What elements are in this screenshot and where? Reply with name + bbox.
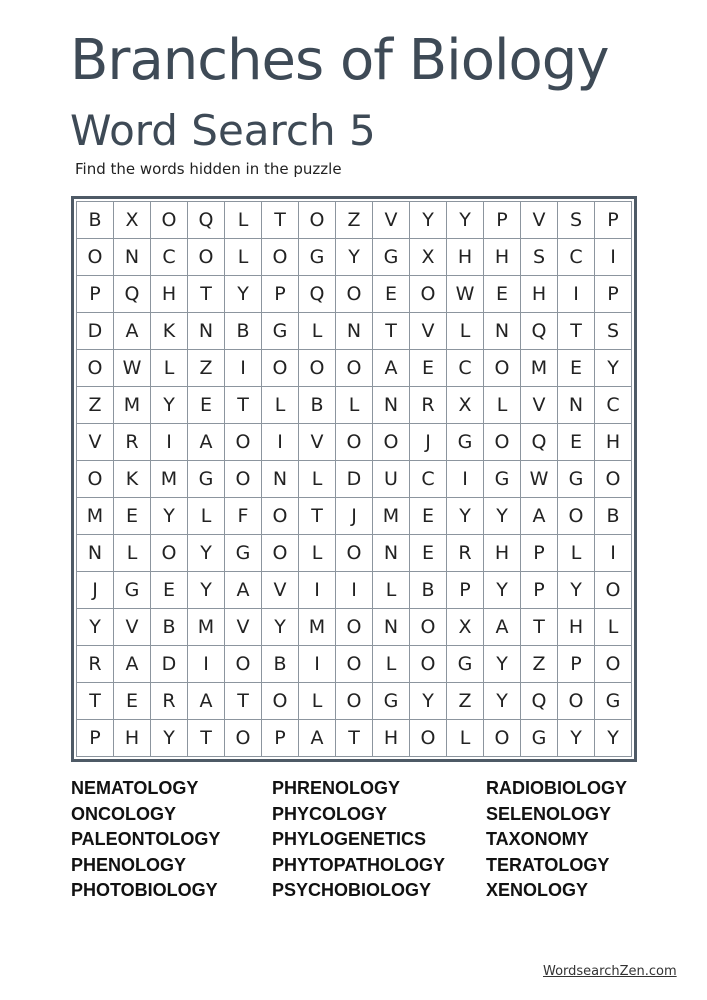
grid-cell[interactable]: P <box>595 276 632 313</box>
grid-cell[interactable]: Q <box>521 424 558 461</box>
grid-cell[interactable]: W <box>114 350 151 387</box>
grid-cell[interactable]: O <box>336 350 373 387</box>
grid-cell[interactable]: I <box>188 646 225 683</box>
grid-cell[interactable]: N <box>373 535 410 572</box>
grid-cell[interactable]: A <box>188 683 225 720</box>
grid-cell[interactable]: E <box>410 350 447 387</box>
grid-cell[interactable]: E <box>410 535 447 572</box>
grid-cell[interactable]: H <box>151 276 188 313</box>
grid-cell[interactable]: Y <box>558 572 595 609</box>
grid-cell[interactable]: G <box>299 239 336 276</box>
word-list-column-2 <box>272 776 445 904</box>
grid-cell[interactable]: N <box>484 313 521 350</box>
grid-cell[interactable]: E <box>410 498 447 535</box>
grid-cell[interactable]: K <box>114 461 151 498</box>
grid-cell[interactable]: Y <box>410 202 447 239</box>
grid-cell[interactable]: T <box>373 313 410 350</box>
grid-cell[interactable]: C <box>151 239 188 276</box>
word-list-item: PHYLOGENETICS <box>272 829 427 849</box>
grid-cell[interactable]: A <box>521 498 558 535</box>
grid-cell[interactable]: L <box>299 535 336 572</box>
grid-cell[interactable]: Y <box>151 387 188 424</box>
grid-cell[interactable]: S <box>558 202 595 239</box>
word-list-item: TERATOLOGY <box>486 854 610 875</box>
grid-cell[interactable]: A <box>373 350 410 387</box>
grid-cell[interactable]: D <box>77 313 114 350</box>
grid-cell[interactable]: S <box>595 313 632 350</box>
grid-cell[interactable]: O <box>558 683 595 720</box>
grid-cell[interactable]: O <box>77 350 114 387</box>
grid-cell[interactable]: G <box>225 535 262 572</box>
grid-cell[interactable]: O <box>410 720 447 757</box>
grid-cell[interactable]: E <box>484 276 521 313</box>
grid-cell[interactable]: H <box>373 720 410 757</box>
word-list-item: PHYCOLOGY <box>272 803 388 824</box>
grid-cell[interactable]: M <box>373 498 410 535</box>
grid-cell[interactable]: I <box>595 535 632 572</box>
grid-cell[interactable]: V <box>225 609 262 646</box>
grid-cell[interactable]: O <box>373 424 410 461</box>
grid-cell[interactable]: O <box>262 535 299 572</box>
grid-cell[interactable]: L <box>447 720 484 757</box>
grid-cell[interactable]: B <box>595 498 632 535</box>
grid-cell[interactable]: D <box>336 461 373 498</box>
grid-cell[interactable]: U <box>373 461 410 498</box>
grid-cell[interactable]: Y <box>484 683 521 720</box>
grid-cell[interactable]: E <box>114 683 151 720</box>
grid-cell[interactable]: G <box>521 720 558 757</box>
word-list-item: SELENOLOGY <box>486 803 612 824</box>
grid-cell[interactable]: N <box>373 387 410 424</box>
grid-cell[interactable]: Y <box>336 239 373 276</box>
grid-cell[interactable]: B <box>299 387 336 424</box>
grid-cell[interactable]: B <box>151 609 188 646</box>
grid-cell[interactable]: O <box>336 276 373 313</box>
grid-cell[interactable]: T <box>77 683 114 720</box>
grid-cell[interactable]: Y <box>484 572 521 609</box>
word-list-item: PHENOLOGY <box>71 854 187 875</box>
grid-cell[interactable]: P <box>262 276 299 313</box>
grid-cell[interactable]: Y <box>262 609 299 646</box>
grid-cell[interactable]: O <box>225 424 262 461</box>
grid-cell[interactable]: N <box>114 239 151 276</box>
grid-cell[interactable]: O <box>595 572 632 609</box>
grid-cell[interactable]: L <box>595 609 632 646</box>
grid-cell[interactable]: B <box>262 646 299 683</box>
grid-cell[interactable]: G <box>558 461 595 498</box>
grid-cell[interactable]: L <box>484 387 521 424</box>
grid-cell[interactable]: P <box>77 720 114 757</box>
grid-cell[interactable]: O <box>558 498 595 535</box>
grid-cell[interactable]: N <box>558 387 595 424</box>
grid-cell[interactable]: O <box>262 239 299 276</box>
grid-cell[interactable]: O <box>336 424 373 461</box>
grid-cell[interactable]: O <box>410 646 447 683</box>
grid-cell[interactable]: N <box>77 535 114 572</box>
grid-cell[interactable]: Y <box>595 720 632 757</box>
grid-cell[interactable]: B <box>410 572 447 609</box>
grid-cell[interactable]: A <box>114 313 151 350</box>
grid-cell[interactable]: R <box>447 535 484 572</box>
grid-cell[interactable]: V <box>373 202 410 239</box>
grid-cell[interactable]: Y <box>188 535 225 572</box>
grid-cell[interactable]: T <box>262 202 299 239</box>
grid-cell[interactable]: P <box>595 202 632 239</box>
grid-cell[interactable]: E <box>151 572 188 609</box>
grid-cell[interactable]: I <box>336 572 373 609</box>
grid-cell[interactable]: K <box>151 313 188 350</box>
grid-cell[interactable]: M <box>114 387 151 424</box>
grid-cell[interactable]: H <box>484 239 521 276</box>
grid-cell[interactable]: O <box>77 239 114 276</box>
grid-cell[interactable]: W <box>447 276 484 313</box>
grid-cell[interactable]: L <box>114 535 151 572</box>
grid-cell[interactable]: T <box>299 498 336 535</box>
grid-cell[interactable]: Y <box>484 646 521 683</box>
word-list-column-3 <box>486 776 627 904</box>
grid-cell[interactable]: N <box>336 313 373 350</box>
grid-cell[interactable]: X <box>114 202 151 239</box>
grid-cell[interactable]: G <box>262 313 299 350</box>
grid-cell[interactable]: Q <box>299 276 336 313</box>
grid-cell[interactable]: Y <box>558 720 595 757</box>
grid-cell[interactable]: V <box>410 313 447 350</box>
puzzle-frame <box>71 196 637 762</box>
grid-cell[interactable]: A <box>114 646 151 683</box>
grid-cell[interactable]: T <box>188 720 225 757</box>
grid-cell[interactable]: L <box>151 350 188 387</box>
grid-cell[interactable]: Y <box>151 720 188 757</box>
grid-cell[interactable]: G <box>373 683 410 720</box>
grid-cell[interactable]: O <box>77 461 114 498</box>
grid-cell[interactable]: V <box>77 424 114 461</box>
grid-cell[interactable]: Y <box>225 276 262 313</box>
word-list-item: ONCOLOGY <box>71 803 177 824</box>
grid-cell[interactable]: O <box>151 202 188 239</box>
grid-cell[interactable]: L <box>188 498 225 535</box>
grid-cell[interactable]: Z <box>336 202 373 239</box>
grid-cell[interactable]: O <box>484 350 521 387</box>
grid-cell[interactable]: B <box>77 202 114 239</box>
grid-cell[interactable]: L <box>336 387 373 424</box>
word-list-item: PALEONTOLOGY <box>71 829 221 849</box>
grid-cell[interactable]: T <box>558 313 595 350</box>
grid-cell[interactable]: A <box>484 609 521 646</box>
grid-cell[interactable]: O <box>336 609 373 646</box>
grid-cell[interactable]: O <box>410 609 447 646</box>
word-list-item: PHRENOLOGY <box>272 778 401 798</box>
grid-cell[interactable]: O <box>188 239 225 276</box>
word-list-item: PSYCHOBIOLOGY <box>272 880 432 900</box>
grid-cell[interactable]: H <box>558 609 595 646</box>
grid-cell[interactable]: A <box>299 720 336 757</box>
grid-cell[interactable]: O <box>262 683 299 720</box>
grid-cell[interactable]: E <box>558 350 595 387</box>
grid-cell[interactable]: N <box>262 461 299 498</box>
grid-cell[interactable]: J <box>77 572 114 609</box>
grid-cell[interactable]: Y <box>484 498 521 535</box>
word-list-column-1 <box>71 776 220 904</box>
grid-cell[interactable]: H <box>447 239 484 276</box>
grid-cell[interactable]: N <box>188 313 225 350</box>
grid-cell[interactable]: O <box>484 424 521 461</box>
instructions: Find the words hidden in the puzzle <box>75 160 342 178</box>
grid-cell[interactable]: I <box>558 276 595 313</box>
grid-cell[interactable]: G <box>188 461 225 498</box>
grid-cell[interactable]: O <box>595 646 632 683</box>
grid-cell[interactable]: O <box>595 461 632 498</box>
grid-cell[interactable]: D <box>151 646 188 683</box>
grid-cell[interactable]: E <box>558 424 595 461</box>
word-list-item: RADIOBIOLOGY <box>486 778 628 798</box>
grid-cell[interactable]: O <box>484 720 521 757</box>
grid-cell[interactable]: L <box>225 239 262 276</box>
grid-cell[interactable]: E <box>373 276 410 313</box>
grid-cell[interactable]: I <box>447 461 484 498</box>
grid-cell[interactable]: C <box>410 461 447 498</box>
grid-cell[interactable]: P <box>77 276 114 313</box>
grid-cell[interactable]: H <box>521 276 558 313</box>
grid-cell[interactable]: W <box>521 461 558 498</box>
grid-cell[interactable]: X <box>447 387 484 424</box>
grid-cell[interactable]: G <box>595 683 632 720</box>
page-title: Branches of Biology <box>70 28 609 93</box>
grid-cell[interactable]: A <box>188 424 225 461</box>
word-list-item: PHOTOBIOLOGY <box>71 880 218 900</box>
grid-cell[interactable]: T <box>225 387 262 424</box>
grid-cell[interactable]: L <box>447 313 484 350</box>
grid-cell[interactable]: X <box>447 609 484 646</box>
grid-cell[interactable]: N <box>373 609 410 646</box>
grid-cell[interactable]: Y <box>410 683 447 720</box>
grid-cell[interactable]: G <box>114 572 151 609</box>
grid-cell[interactable]: F <box>225 498 262 535</box>
grid-cell[interactable]: O <box>225 461 262 498</box>
grid-cell[interactable]: H <box>114 720 151 757</box>
grid-cell[interactable]: L <box>299 313 336 350</box>
grid-cell[interactable]: H <box>484 535 521 572</box>
grid-cell[interactable]: C <box>447 350 484 387</box>
grid-cell[interactable]: O <box>151 535 188 572</box>
grid-cell[interactable]: O <box>410 276 447 313</box>
grid-cell[interactable]: Y <box>151 498 188 535</box>
word-list-item: XENOLOGY <box>486 880 589 900</box>
grid-cell[interactable]: I <box>262 424 299 461</box>
grid-cell[interactable]: Z <box>521 646 558 683</box>
grid-cell[interactable]: R <box>151 683 188 720</box>
grid-cell[interactable]: G <box>447 424 484 461</box>
grid-cell[interactable]: O <box>262 350 299 387</box>
grid-cell[interactable]: T <box>521 609 558 646</box>
grid-cell[interactable]: P <box>521 535 558 572</box>
grid-cell[interactable]: R <box>77 646 114 683</box>
grid-cell[interactable]: S <box>521 239 558 276</box>
grid-cell[interactable]: Z <box>77 387 114 424</box>
puzzle-grid <box>76 201 632 757</box>
grid-cell[interactable]: Q <box>114 276 151 313</box>
grid-cell[interactable]: O <box>225 646 262 683</box>
grid-cell[interactable]: I <box>225 350 262 387</box>
grid-cell[interactable]: V <box>521 202 558 239</box>
grid-cell[interactable]: L <box>299 461 336 498</box>
grid-cell[interactable]: Q <box>521 313 558 350</box>
grid-cell[interactable]: J <box>336 498 373 535</box>
grid-cell[interactable]: B <box>225 313 262 350</box>
grid-cell[interactable]: J <box>410 424 447 461</box>
grid-cell[interactable]: C <box>595 387 632 424</box>
grid-cell[interactable]: V <box>114 609 151 646</box>
grid-cell[interactable]: G <box>447 646 484 683</box>
grid-cell[interactable]: T <box>225 683 262 720</box>
grid-cell[interactable]: Z <box>188 350 225 387</box>
grid-cell[interactable]: P <box>447 572 484 609</box>
grid-cell[interactable]: M <box>188 609 225 646</box>
grid-cell[interactable]: I <box>595 239 632 276</box>
grid-cell[interactable]: V <box>262 572 299 609</box>
grid-cell[interactable]: P <box>262 720 299 757</box>
word-list-item: TAXONOMY <box>486 829 589 849</box>
grid-cell[interactable]: R <box>410 387 447 424</box>
grid-cell[interactable]: M <box>521 350 558 387</box>
grid-cell[interactable]: Q <box>188 202 225 239</box>
grid-cell[interactable]: I <box>299 646 336 683</box>
grid-cell[interactable]: M <box>77 498 114 535</box>
grid-cell[interactable]: O <box>299 202 336 239</box>
grid-cell[interactable]: L <box>373 646 410 683</box>
grid-cell[interactable]: L <box>373 572 410 609</box>
grid-cell[interactable]: I <box>151 424 188 461</box>
grid-cell[interactable]: R <box>114 424 151 461</box>
word-list-item: PHYTOPATHOLOGY <box>272 854 446 875</box>
grid-cell[interactable]: H <box>595 424 632 461</box>
grid-cell[interactable]: O <box>262 498 299 535</box>
grid-cell[interactable]: Y <box>447 498 484 535</box>
grid-cell[interactable]: L <box>299 683 336 720</box>
grid-cell[interactable]: O <box>336 683 373 720</box>
grid-cell[interactable]: I <box>299 572 336 609</box>
grid-cell[interactable]: L <box>558 535 595 572</box>
grid-cell[interactable]: V <box>521 387 558 424</box>
word-list-item: NEMATOLOGY <box>71 778 199 798</box>
grid-cell[interactable]: C <box>558 239 595 276</box>
grid-cell[interactable]: L <box>225 202 262 239</box>
site-link[interactable]: WordsearchZen.com <box>543 964 677 979</box>
grid-cell[interactable]: M <box>151 461 188 498</box>
grid-cell[interactable]: G <box>484 461 521 498</box>
grid-cell[interactable]: O <box>336 535 373 572</box>
grid-cell[interactable]: P <box>484 202 521 239</box>
page-subtitle: Word Search 5 <box>70 106 376 155</box>
grid-cell[interactable]: Y <box>447 202 484 239</box>
grid-cell[interactable]: X <box>410 239 447 276</box>
grid-cell[interactable]: T <box>188 276 225 313</box>
grid-cell[interactable]: Z <box>447 683 484 720</box>
grid-cell[interactable]: P <box>558 646 595 683</box>
grid-cell[interactable]: Y <box>188 572 225 609</box>
grid-cell[interactable]: E <box>114 498 151 535</box>
grid-cell[interactable]: T <box>336 720 373 757</box>
grid-cell[interactable]: E <box>188 387 225 424</box>
grid-cell[interactable]: Y <box>77 609 114 646</box>
grid-cell[interactable]: V <box>299 424 336 461</box>
grid-cell[interactable]: L <box>262 387 299 424</box>
grid-cell[interactable]: O <box>225 720 262 757</box>
grid-cell[interactable]: O <box>336 646 373 683</box>
grid-cell[interactable]: M <box>299 609 336 646</box>
grid-cell[interactable]: Q <box>521 683 558 720</box>
grid-cell[interactable]: P <box>521 572 558 609</box>
grid-cell[interactable]: A <box>225 572 262 609</box>
grid-cell[interactable]: Y <box>595 350 632 387</box>
grid-cell[interactable]: O <box>299 350 336 387</box>
grid-cell[interactable]: G <box>373 239 410 276</box>
